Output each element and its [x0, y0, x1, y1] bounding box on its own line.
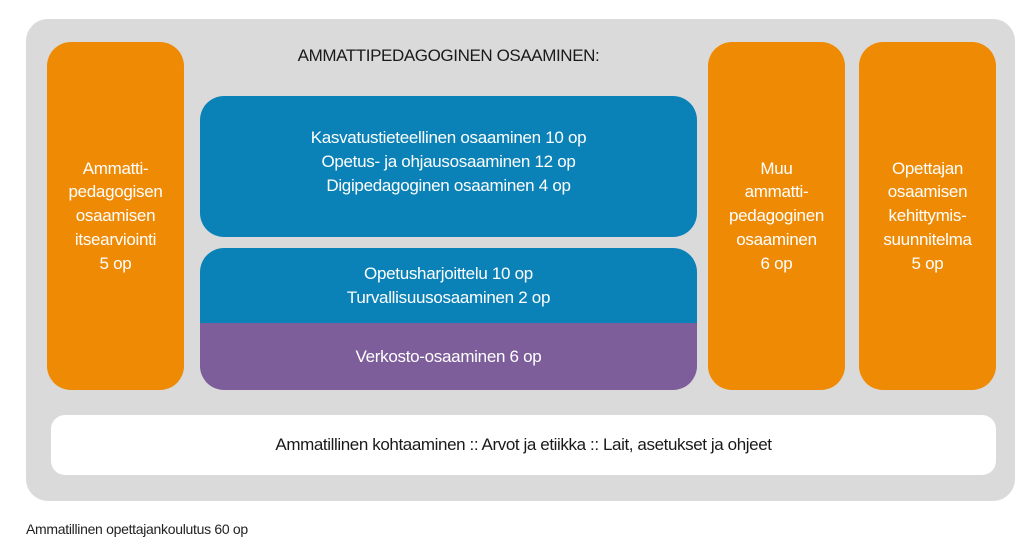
self-assessment-credits: 5 op [99, 253, 132, 273]
other-pedagogical-line-3: pedagoginen [728, 206, 825, 226]
diagram-caption: Ammatillinen opettajankoulutus 60 op [26, 521, 248, 537]
development-plan-credits: 5 op [911, 253, 944, 273]
development-plan-line-4: suunnitelma [883, 229, 972, 249]
development-plan-line-2: osaamisen [887, 182, 968, 202]
other-pedagogical-line-2: ammatti- [744, 182, 809, 202]
self-assessment-line-1: Ammatti- [82, 158, 149, 178]
core-competence-line-2: Opetus- ja ohjausosaaminen 12 op [321, 151, 576, 171]
development-plan-line-1: Opettajan [891, 158, 964, 178]
foundations-label: Ammatillinen kohtaaminen :: Arvot ja etiikka :: Lait, asetukset ja ohjeet [275, 435, 772, 454]
core-competence-line-1: Kasvatustieteellinen osaaminen 10 op [310, 128, 587, 147]
core-competence-box [200, 96, 697, 237]
practice-box [200, 248, 697, 323]
self-assessment-line-4: itsearviointi [74, 229, 157, 249]
other-pedagogical-credits: 6 op [760, 253, 793, 273]
practice-line-2: Turvallisuusosaaminen 2 op [346, 287, 551, 307]
other-pedagogical-line-1: Muu [760, 158, 793, 178]
network-competence-label: Verkosto-osaaminen 6 op [355, 346, 542, 366]
practice-line-1: Opetusharjoittelu 10 op [364, 264, 533, 283]
other-pedagogical-box [708, 42, 845, 390]
network-competence-box [200, 323, 697, 390]
core-competence-line-3: Digipedagoginen osaaminen 4 op [326, 175, 571, 195]
self-assessment-line-2: pedagogisen [68, 182, 163, 202]
other-pedagogical-line-4: osaaminen [736, 229, 817, 249]
practice-group [200, 248, 697, 390]
foundations-bar [51, 415, 996, 475]
development-plan-line-3: kehittymis- [888, 206, 967, 226]
development-plan-box [859, 42, 996, 390]
diagram-heading: AMMATTIPEDAGOGINEN OSAAMINEN: [297, 46, 600, 65]
self-assessment-line-3: osaamisen [75, 206, 156, 226]
self-assessment-box [47, 42, 184, 390]
